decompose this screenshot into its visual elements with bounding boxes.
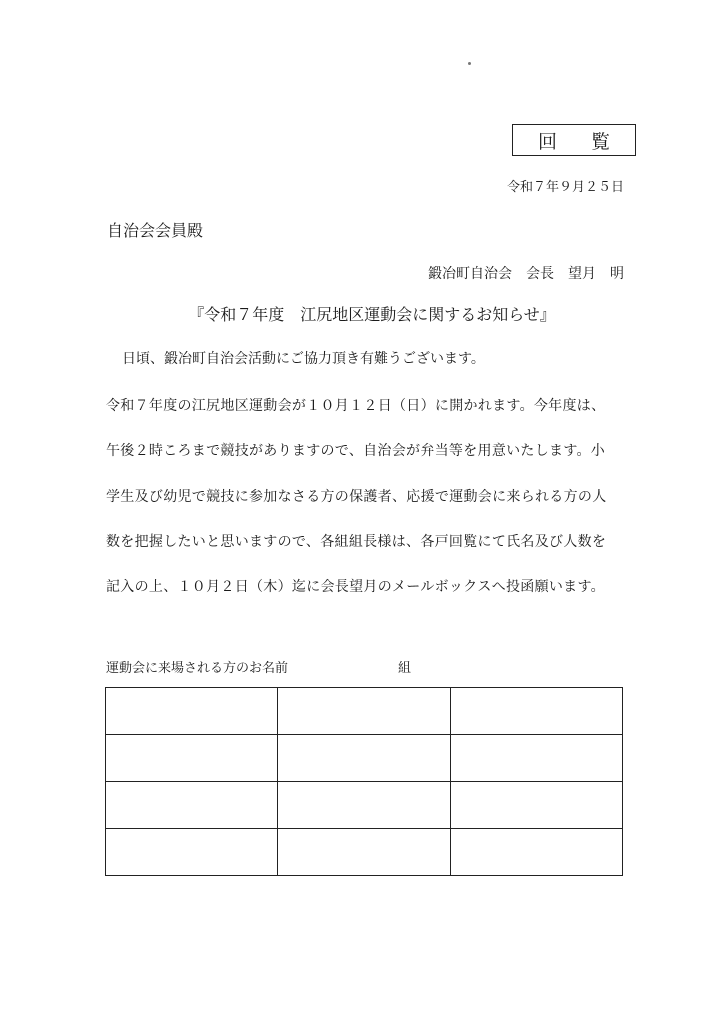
greeting: 日頃、鍛冶町自治会活動にご協力頂き有難うございます。 (122, 351, 485, 367)
name-cell[interactable] (278, 735, 450, 782)
name-cell[interactable] (450, 829, 622, 876)
name-cell[interactable] (450, 782, 622, 829)
body-line: 午後２時ころまで競技がありますので、自治会が弁当等を用意いたします。小 (106, 443, 606, 459)
name-cell[interactable] (106, 735, 278, 782)
name-cell[interactable] (278, 782, 450, 829)
scan-speck (468, 62, 471, 65)
table-row (106, 735, 623, 782)
name-entry-table (105, 687, 623, 876)
body-line: 数を把握したいと思いますので、各組組長様は、各戸回覧にて氏名及び人数を (106, 534, 607, 550)
name-cell[interactable] (450, 688, 622, 735)
name-cell[interactable] (450, 735, 622, 782)
table-row (106, 829, 623, 876)
kairan-stamp-box (512, 124, 636, 156)
name-cell[interactable] (278, 829, 450, 876)
form-label: 運動会に来場される方のお名前 (106, 661, 289, 676)
table-row (106, 782, 623, 829)
body-line: 記入の上、１０月２日（木）迄に会長望月のメールボックスへ投函願います。 (106, 579, 605, 595)
kairan-label: 回 覧 (537, 130, 625, 153)
sender: 鍛冶町自治会 会長 望月 明 (428, 266, 624, 282)
table-row (106, 688, 623, 735)
name-cell[interactable] (106, 829, 278, 876)
body-line: 令和７年度の江尻地区運動会が１０月１２日（日）に開かれます。今年度は、 (106, 398, 606, 414)
name-cell[interactable] (278, 688, 450, 735)
kumi-label: 組 (398, 661, 412, 676)
body-line: 学生及び幼児で競技に参加なさる方の保護者、応援で運動会に来られる方の人 (106, 489, 607, 505)
notice-title: 『令和７年度 江尻地区運動会に関するお知らせ』 (188, 305, 556, 324)
issue-date: 令和７年９月２５日 (506, 180, 624, 195)
name-cell[interactable] (106, 688, 278, 735)
addressee: 自治会会員殿 (107, 221, 204, 240)
name-cell[interactable] (106, 782, 278, 829)
